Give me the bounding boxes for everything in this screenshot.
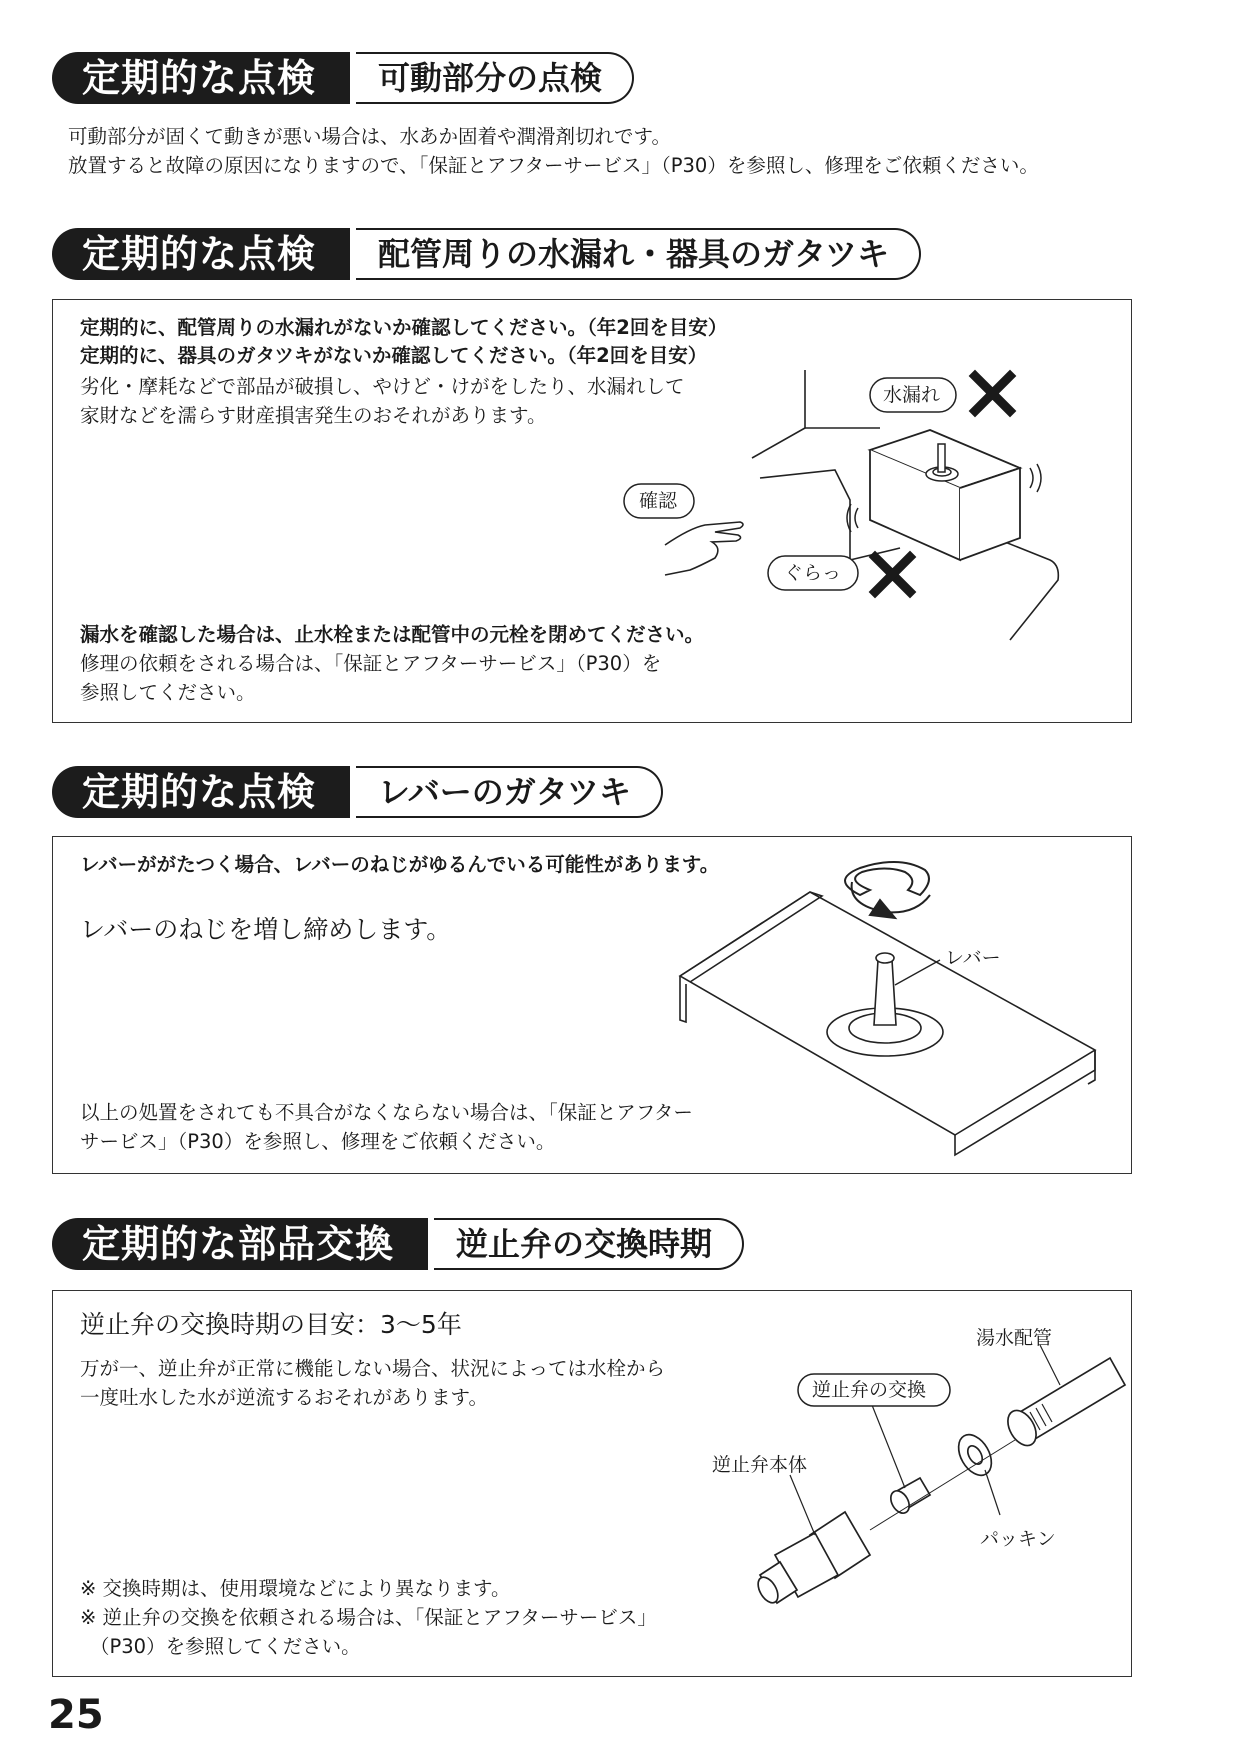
check-label: 確認 [639,490,678,512]
warning-text: 劣化・摩耗などで部品が破損し、やけど・けがをしたり、水漏れして [80,375,685,398]
page-number: 25 [48,1692,104,1738]
section-title: 定期的な部品交換 [52,1218,428,1270]
leak-label: 水漏れ [883,384,941,406]
body-text: 参照してください。 [80,681,256,704]
bold-text: 定期的に、器具のガタツキがないか確認してください。（年2回を目安） [80,344,708,367]
body-text: 放置すると故障の原因になりますので、「保証とアフターサービス」（P30）を参照し、修理をご依頼ください。 [68,154,1039,177]
body-text: 一度吐水した水が逆流するおそれがあります。 [80,1386,488,1409]
pipe-illustration [1002,1358,1125,1450]
section-title: 定期的な点検 [52,766,350,818]
section-subtitle: 可動部分の点検 [356,52,634,104]
pipe-label: 湯水配管 [976,1327,1053,1349]
note-text: ※ 逆止弁の交換を依頼される場合は、「保証とアフターサービス」 [80,1606,657,1629]
body-text: 以上の処置をされても不具合がなくならない場合は、「保証とアフター [80,1101,693,1124]
section-subtitle: 配管周りの水漏れ・器具のガタツキ [356,228,921,280]
note-text: （P30）を参照してください。 [90,1635,361,1658]
body-text: サービス」（P30）を参照し、修理をご依頼ください。 [80,1130,556,1153]
valve-body-illustration [754,1512,870,1606]
wobble-label: ぐらっ [784,562,842,584]
packing-label: パッキン [980,1528,1056,1550]
body-text: 万が一、逆止弁が正常に機能しない場合、状況によっては水栓から [80,1357,666,1380]
valve-body-label: 逆止弁本体 [712,1454,808,1476]
replace-label: 逆止弁の交換 [812,1379,927,1401]
warning-text: 家財などを濡らす財産損害発生のおそれがあります。 [80,404,547,427]
section-title: 定期的な点検 [52,228,350,280]
body-text: 修理の依頼をされる場合は、「保証とアフターサービス」（P30）を [80,652,662,675]
bold-text: レバーががたつく場合、レバーのねじがゆるんでいる可能性があります。 [80,853,720,876]
section-heading: 逆止弁の交換時期の目安：3～5年 [80,1310,462,1339]
bold-text: 定期的に、配管周りの水漏れがないか確認してください。（年2回を目安） [80,316,728,339]
action-text: レバーのねじを増し締めします。 [80,915,452,944]
body-text: 可動部分が固くて動きが悪い場合は、水あか固着や潤滑剤切れです。 [68,125,671,148]
lever-label: レバー [945,947,1001,969]
section-subtitle: 逆止弁の交換時期 [434,1218,744,1270]
bold-text: 漏水を確認した場合は、止水栓または配管中の元栓を閉めてください。 [80,623,705,646]
section-subtitle: レバーのガタツキ [356,766,663,818]
note-text: ※ 交換時期は、使用環境などにより異なります。 [80,1577,511,1600]
section-title: 定期的な点検 [52,52,350,104]
